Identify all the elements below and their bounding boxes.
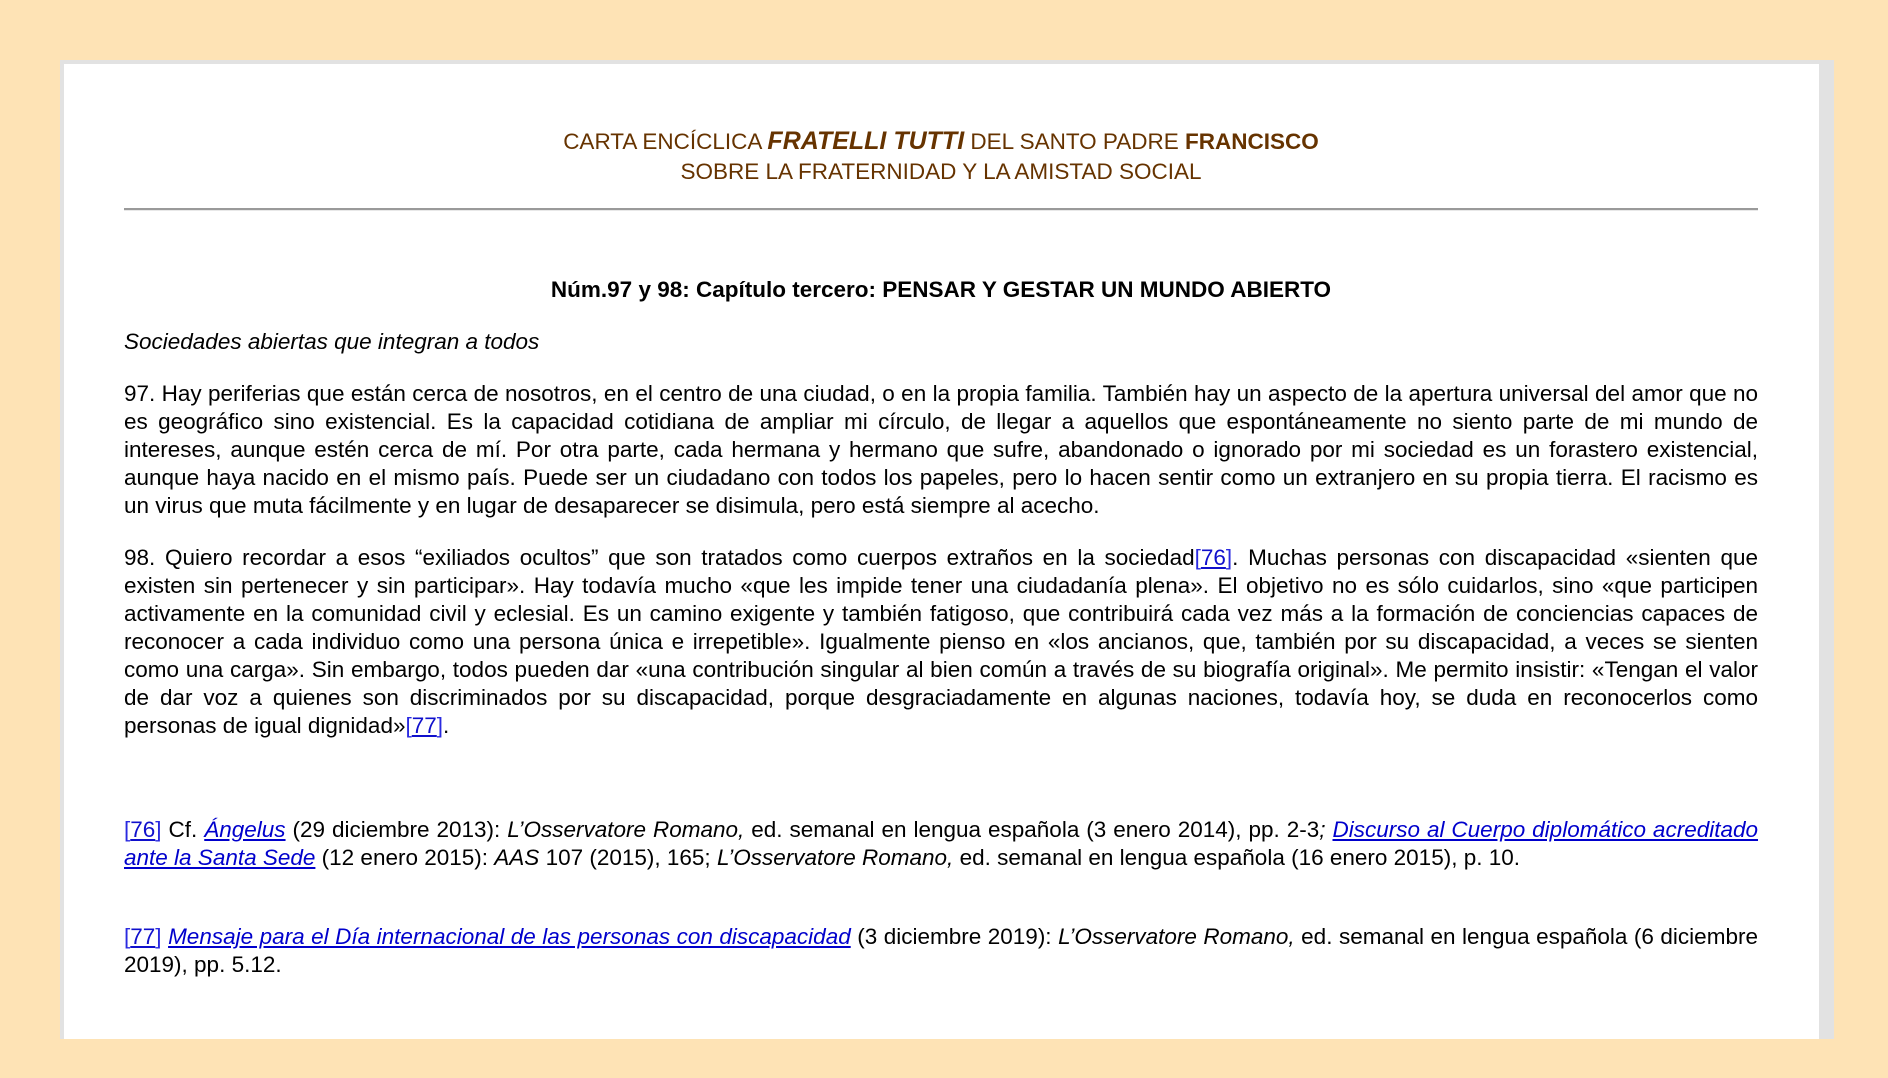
discurso-cuerpo-diplomatico-link[interactable]: Discurso al Cuerpo diplomático acreditado ante la Santa Sede [124, 817, 1759, 870]
paragraph-98-text-3: . [443, 713, 450, 738]
header-middle: DEL SANTO PADRE [964, 129, 1186, 154]
paragraph-98 [124, 544, 1758, 740]
footnote-76-text: ed. semanal en lengua española (3 enero 2014), pp. 2-3 [744, 817, 1320, 842]
header-line-1 [124, 126, 1758, 157]
footnote-76-separator: ; [1319, 817, 1333, 842]
publication-name: L’Osservatore Romano, [716, 845, 954, 870]
footnote-77-text: ed. semanal en lengua española (6 diciembre 2019), pp. 5.12. [124, 924, 1758, 977]
footnote-77-backlink[interactable]: [77] [124, 924, 162, 949]
page-frame [60, 60, 1834, 1039]
footnote-76-text: 107 (2015), 165; [539, 845, 717, 870]
footnote-76-text: (29 diciembre 2013): [285, 817, 508, 842]
document-page[interactable] [64, 64, 1819, 1039]
footnote-ref-76-number: 76 [1200, 545, 1226, 570]
paragraph-97: 97. Hay periferias que están cerca de nosotros, en el centro de una ciudad, o en la propia familia. También hay un aspecto de la apertura universal del amor que no es geográfico sino existencial. Es la capacidad cotidiana de ampliar mi círculo, de llegar a aquellos que espontáneamente no siento parte de mi mundo de intereses, aunque estén cerca de mí. Por otra parte, cada hermana y hermano que sufre, abandonado o ignorado por mi sociedad es un forastero existencial, aunque haya nacido en el mismo país. Puede ser un ciudadano con todos los papeles, pero lo hacen sentir como un extranjero en su propia tierra. El racismo es un virus que muta fácilmente y en lugar de desaparecer se disimula, pero está siempre al acecho. [124, 381, 1758, 518]
footnote-76-text: (12 enero 2015): [315, 845, 495, 870]
header-divider [124, 208, 1758, 211]
mensaje-dia-discapacidad-link[interactable]: Mensaje para el Día internacional de las personas con discapacidad [168, 924, 851, 949]
footnote-ref-76[interactable]: [76] [1194, 545, 1233, 570]
publication-name: L’Osservatore Romano, [1058, 924, 1295, 949]
author-name: FRANCISCO [1185, 129, 1319, 154]
footnote-76 [124, 816, 1758, 872]
footnote-77-number: 77 [130, 924, 156, 949]
footnote-76-text: Cf. [161, 817, 205, 842]
footnote-76-backlink[interactable]: [76] [124, 817, 162, 842]
encyclical-title: FRATELLI TUTTI [767, 127, 965, 155]
footnote-ref-77[interactable]: [77] [405, 713, 444, 738]
paragraph-98-text-1: 98. Quiero recordar a esos “exiliados ocultos” que son tratados como cuerpos extraños en la sociedad [124, 545, 1195, 570]
angelus-link[interactable]: Ángelus [204, 817, 286, 842]
encyclical-header [124, 126, 1758, 187]
publication-name: AAS [494, 845, 540, 870]
footnote-76-text: ed. semanal en lengua española (16 enero 2015), p. 10. [953, 845, 1520, 870]
publication-name: L’Osservatore Romano, [507, 817, 745, 842]
paragraph-98-text-2: . Muchas personas con discapacidad «sienten que existen sin pertenecer y sin participar». Hay todavía mucho «que les impide tener una ciudadanía plena». El objetivo no es sólo cuidarlos, sino «que participen activamente en la comunidad civil y eclesial. Es un camino exigente y también fatigoso, que contribuirá cada vez más a la formación de conciencias capaces de reconocer a cada individuo como una persona única e irrepetible». Igualmente pienso en «los ancianos, que, también por su discapacidad, a veces se sienten como una carga». Sin embargo, todos pueden dar «una contribución singular al bien común a través de su biografía original». Me permito insistir: «Tengan el valor de dar voz a quienes son discriminados por su discapacidad, porque desgraciadamente en algunas naciones, todavía hoy, se duda en reconocerlos como personas de igual dignidad» [124, 545, 1759, 738]
footnote-77-text: (3 diciembre 2019): [850, 924, 1059, 949]
section-title: Núm.97 y 98: Capítulo tercero: PENSAR Y GESTAR UN MUNDO ABIERTO [550, 277, 1332, 302]
footnote-76-number: 76 [130, 817, 156, 842]
section-subtitle: Sociedades abiertas que integran a todos [124, 329, 540, 354]
header-line-2: SOBRE LA FRATERNIDAD Y LA AMISTAD SOCIAL [680, 159, 1202, 184]
header-prefix: CARTA ENCÍCLICA [563, 129, 768, 154]
footnote-ref-77-number: 77 [411, 713, 437, 738]
footnote-77 [124, 923, 1758, 979]
